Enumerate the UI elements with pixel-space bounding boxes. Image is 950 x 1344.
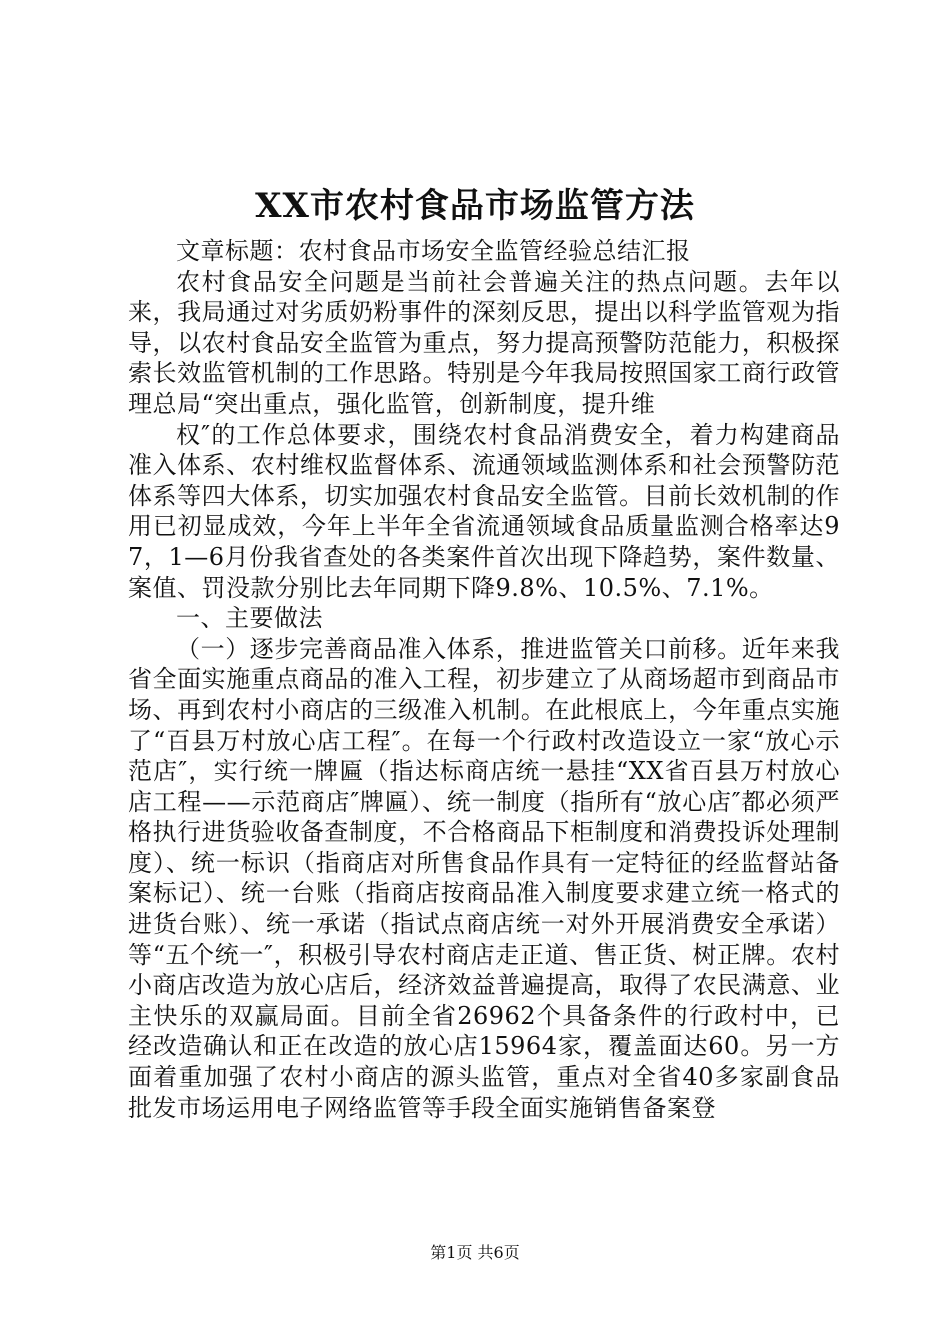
- body-paragraph: 权″的工作总体要求，围绕农村食品消费安全，着力构建商品准入体系、农村维权监督体系、流通领域监测体系和社会预警防范体系等四大体系，切实加强农村食品安全监管。目前长效机制的作用已初显成效，今年上半年全省流通领域食品质量监测合格率达97，1—6月份我省查处的各类案件首次出现下降趋势，案件数量、案值、罚没款分别比去年同期下降9.8%、10.5%、7.1%。: [128, 420, 840, 602]
- article-heading-line: 文章标题：农村食品市场安全监管经验总结汇报: [176, 237, 691, 265]
- document-title: XX市农村食品市场监管方法: [255, 186, 695, 226]
- section-heading: 一、主要做法: [176, 604, 323, 633]
- body-paragraph: （一）逐步完善商品准入体系，推进监管关口前移。近年来我省全面实施重点商品的准入工程，初步建立了从商场超市到商品市场、再到农村小商店的三级准入机制。在此根底上，今年重点实施了“百县万村放心店工程″。在每一个行政村改造设立一家“放心示范店″，实行统一牌匾（指达标商店统一悬挂“XX省百县万村放心店工程——示范商店″牌匾）、统一制度（指所有“放心店″都必须严格执行进货验收备查制度，不合格商品下柜制度和消费投诉处理制度）、统一标识（指商店对所售食品作具有一定特征的经监督站备案标记）、统一台账（指商店按商品准入制度要求建立统一格式的进货台账）、统一承诺（指试点商店统一对外开展消费安全承诺）等“五个统一″，积极引导农村商店走正道、售正货、树正牌。农村小商店改造为放心店后，经济效益普遍提高，取得了农民满意、业主快乐的双赢局面。目前全省26962个具备条件的行政村中，已经改造确认和正在改造的放心店15964家，覆盖面达60。另一方面着重加强了农村小商店的源头监管，重点对全省40多家副食品批发市场运用电子网络监管等手段全面实施销售备案登: [128, 634, 840, 1122]
- page-footer: 第1页 共6页: [430, 1243, 520, 1262]
- body-paragraph: 农村食品安全问题是当前社会普遍关注的热点问题。去年以来，我局通过对劣质奶粉事件的深刻反思，提出以科学监管观为指导，以农村食品安全监管为重点，努力提高预警防范能力，积极探索长效监管机制的工作思路。特别是今年我局按照国家工商行政管理总局“突出重点，强化监管，创新制度，提升维: [128, 267, 840, 418]
- document-body: [128, 236, 840, 1123]
